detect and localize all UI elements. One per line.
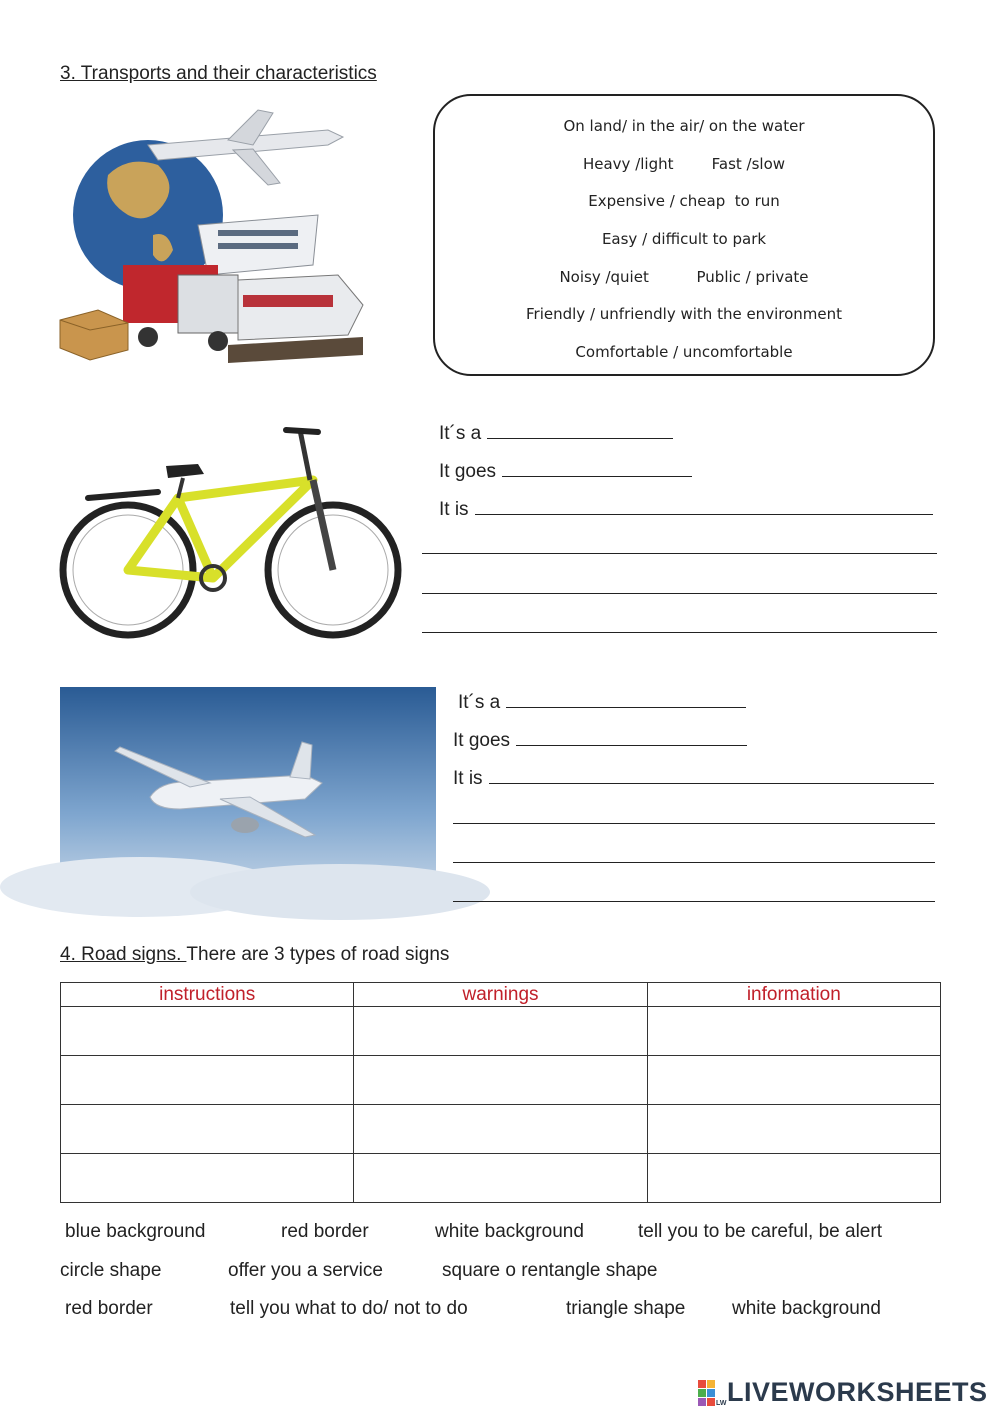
answer-cell[interactable] xyxy=(61,1007,354,1056)
header-instructions: instructions xyxy=(61,983,354,1007)
bike-its-a-label: It´s a xyxy=(439,423,482,444)
characteristic-line: Easy / difficult to park xyxy=(601,230,767,248)
table-row xyxy=(61,1154,941,1203)
characteristic-line: On land/ in the air/ on the water xyxy=(563,117,805,135)
road-signs-table xyxy=(60,982,941,1203)
answer-cell[interactable] xyxy=(647,1154,940,1203)
box-icon xyxy=(60,310,128,360)
word-bank-item[interactable]: white background xyxy=(435,1221,584,1242)
section-3-title: 3. Transports and their characteristics xyxy=(60,63,377,84)
characteristic-line: Friendly / unfriendly with the environment xyxy=(526,305,842,323)
liveworksheets-logo-text: LIVEWORKSHEETS xyxy=(727,1377,988,1407)
plane-its-a-label: It´s a xyxy=(458,692,501,713)
answer-cell[interactable] xyxy=(354,1007,647,1056)
characteristic-line: Noisy /quiet Public / private xyxy=(559,268,809,286)
word-bank-item[interactable]: white background xyxy=(732,1298,881,1319)
answer-cell[interactable] xyxy=(61,1056,354,1105)
plane-it-goes-line xyxy=(453,727,747,752)
characteristic-line: Heavy /light Fast /slow xyxy=(582,155,786,173)
plane-goes-answer-blank[interactable] xyxy=(516,727,747,746)
bike-is-answer-blank[interactable] xyxy=(475,496,933,515)
bike-answer-line[interactable] xyxy=(422,593,937,594)
plane-its-a-line xyxy=(458,689,746,714)
answer-cell[interactable] xyxy=(61,1154,354,1203)
plane-it-is-line xyxy=(453,765,934,790)
answer-cell[interactable] xyxy=(354,1056,647,1105)
plane-is-answer-blank[interactable] xyxy=(489,765,934,784)
bike-answer-line[interactable] xyxy=(422,553,937,554)
liveworksheets-logo-icon xyxy=(697,1378,725,1408)
bike-it-is-label: It is xyxy=(439,499,469,520)
plane-answer-line[interactable] xyxy=(453,901,935,902)
train-icon xyxy=(228,275,363,363)
answer-cell[interactable] xyxy=(354,1154,647,1203)
plane-it-goes-label: It goes xyxy=(453,730,511,751)
answer-cell[interactable] xyxy=(647,1007,940,1056)
bike-it-is-line xyxy=(439,496,933,521)
table-row xyxy=(61,1105,941,1154)
answer-cell[interactable] xyxy=(647,1056,940,1105)
bike-it-goes-label: It goes xyxy=(439,461,497,482)
characteristic-line: Expensive / cheap to run xyxy=(588,192,780,210)
section-4-title-rest: There are 3 types of road signs xyxy=(186,944,450,965)
characteristics-box xyxy=(433,94,935,376)
word-bank-item[interactable]: red border xyxy=(65,1298,153,1319)
bike-it-goes-line xyxy=(439,458,692,483)
section-4-title-underlined: 4. Road signs. xyxy=(60,944,187,965)
word-bank-item[interactable]: blue background xyxy=(65,1221,206,1242)
bike-answer-line[interactable] xyxy=(422,632,937,633)
section-4-title xyxy=(60,944,449,966)
word-bank-item[interactable]: tell you to be careful, be alert xyxy=(638,1221,882,1242)
table-row xyxy=(61,1007,941,1056)
airplane-image xyxy=(60,687,436,900)
plane-type-answer-blank[interactable] xyxy=(506,689,746,708)
word-bank-item[interactable]: red border xyxy=(281,1221,369,1242)
liveworksheets-logo xyxy=(697,1377,988,1408)
answer-cell[interactable] xyxy=(647,1105,940,1154)
plane-it-is-label: It is xyxy=(453,768,483,789)
plane-answer-line[interactable] xyxy=(453,823,935,824)
table-row xyxy=(61,1056,941,1105)
word-bank-item[interactable]: offer you a service xyxy=(228,1260,383,1281)
plane-answer-line[interactable] xyxy=(453,862,935,863)
header-warnings: warnings xyxy=(354,983,647,1007)
word-bank-item[interactable]: circle shape xyxy=(60,1260,162,1281)
word-bank-item[interactable]: square o rentangle shape xyxy=(442,1260,658,1281)
header-information: information xyxy=(647,983,940,1007)
bike-goes-answer-blank[interactable] xyxy=(502,458,692,477)
transport-illustration xyxy=(58,105,363,367)
logo-lw-mark: LW xyxy=(716,1399,727,1407)
word-bank-item[interactable]: triangle shape xyxy=(566,1298,686,1319)
characteristic-line: Comfortable / uncomfortable xyxy=(575,343,793,361)
truck-icon xyxy=(123,265,238,351)
answer-cell[interactable] xyxy=(354,1105,647,1154)
word-bank-item[interactable]: tell you what to do/ not to do xyxy=(230,1298,468,1319)
answer-cell[interactable] xyxy=(61,1105,354,1154)
bicycle-image xyxy=(58,420,403,645)
bike-its-a-line xyxy=(439,420,673,445)
bike-type-answer-blank[interactable] xyxy=(487,420,673,439)
table-header-row xyxy=(61,983,941,1007)
